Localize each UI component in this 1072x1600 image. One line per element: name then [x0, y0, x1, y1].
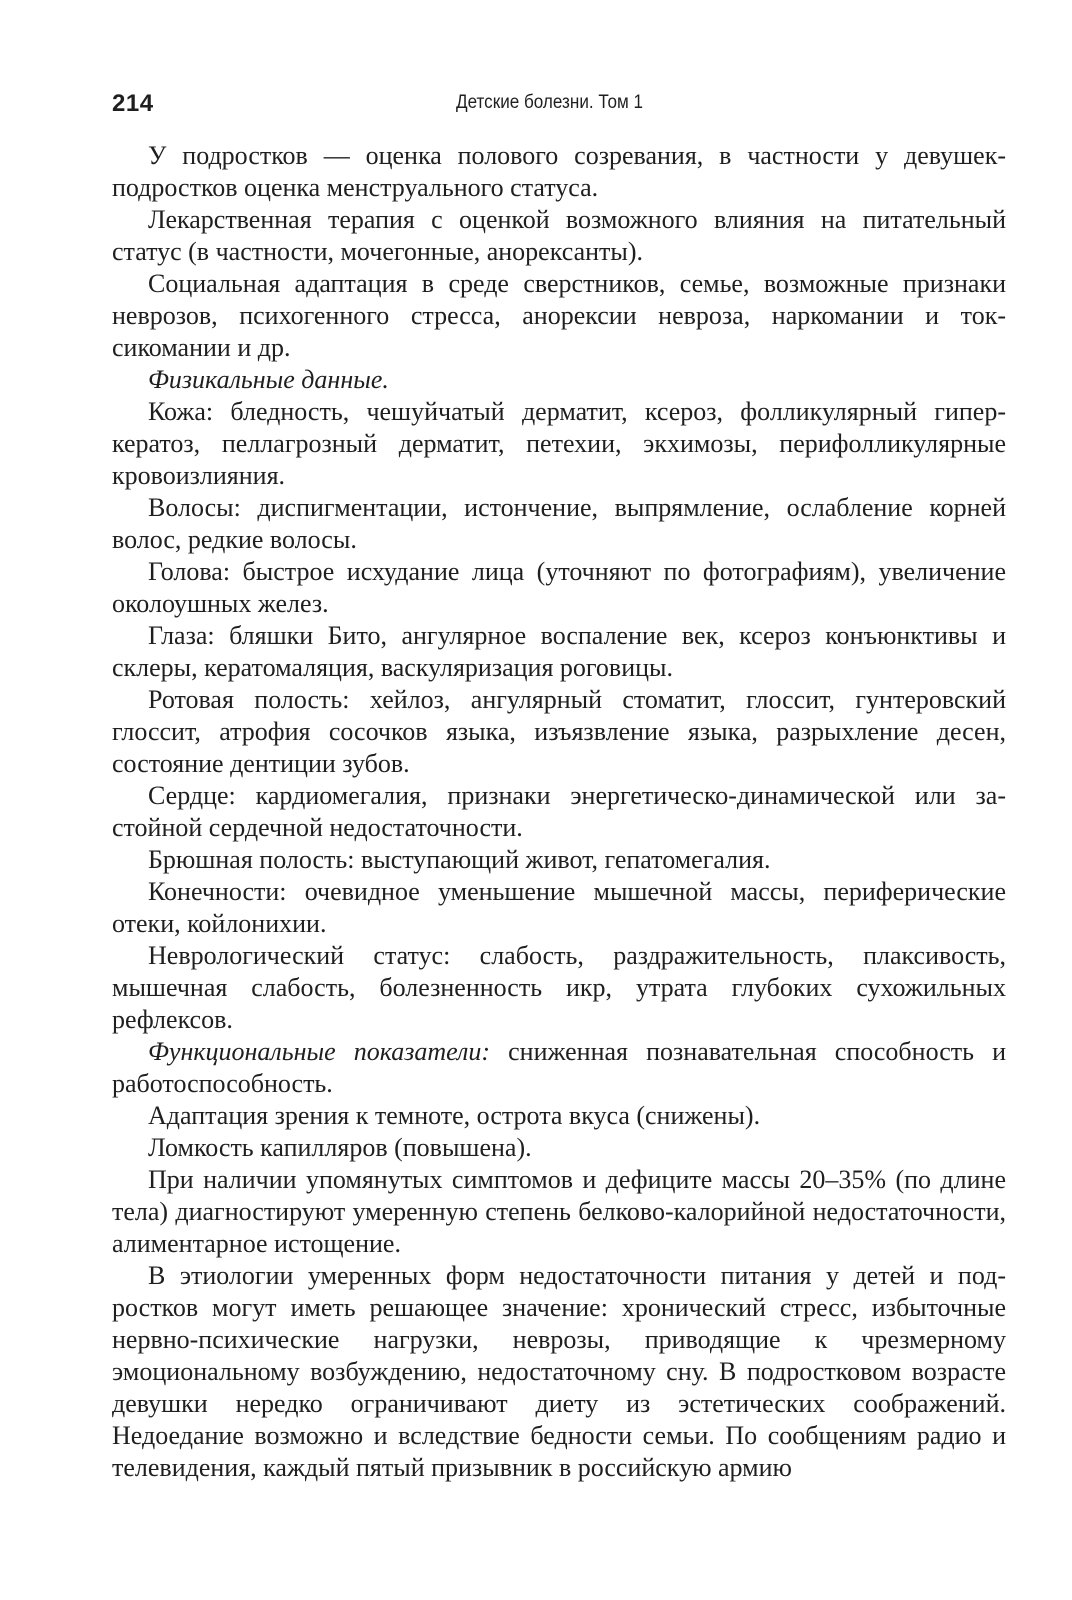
paragraph-text: Конечности: очевидное уменьшение мышечной массы, периферические отеки, койлонихии.	[112, 877, 1006, 938]
paragraph-text: Ломкость капилляров (повышена).	[148, 1133, 532, 1162]
paragraph-text: Глаза: бляшки Бито, ангулярное воспаление век, ксероз конъюнктивы и склеры, кератомаляция, васкуляризация роговицы.	[112, 621, 1006, 682]
paragraph-text: При наличии упомянутых симптомов и дефиците массы 20–35% (по длине тела) диагностируют умеренную степень белково-калорийной недостаточности, алиментарное истощение.	[112, 1165, 1006, 1258]
paragraph	[112, 268, 1006, 364]
paragraph	[112, 396, 1006, 492]
paragraph-text: Кожа: бледность, чешуйчатый дерматит, ксероз, фолликулярный гиперкератоз, пеллагрозный дерматит, петехии, экхимозы, перифолликулярные кровоизлияния.	[112, 397, 1006, 490]
paragraph-text: Ротовая полость: хейлоз, ангулярный стоматит, глоссит, гунтеровский глоссит, атрофия сосочков языка, изъязвление языка, разрыхление десен, состояние дентиции зубов.	[112, 685, 1006, 778]
running-title: Детские болезни. Том 1	[456, 92, 644, 113]
page-number: 214	[112, 90, 154, 117]
paragraph	[112, 876, 1006, 940]
paragraph	[112, 140, 1006, 204]
paragraph-text: В этиологии умеренных форм недостаточности питания у детей и подростков могут иметь решающее значение: хронический стресс, избыточные нервно-психические нагрузки, неврозы, приводящие к чрезмерному эмоциональному возбуждению, недостаточному сну. В подростковом возрасте девушки нередко ограничивают диету из эстетических соображений. Недоедание возможно и вследствие бедности семьи. По сообщениям радио и телевидения, каждый пятый призывник в российскую армию	[112, 1261, 1006, 1482]
paragraph	[112, 780, 1006, 844]
page-header	[112, 84, 1006, 124]
paragraph-lead: Функциональные показатели:	[148, 1037, 491, 1066]
paragraph	[112, 492, 1006, 556]
paragraph-text: Волосы: диспигментации, истончение, выпрямление, ослабление корней волос, редкие волосы.	[112, 493, 1006, 554]
paragraph	[112, 204, 1006, 268]
paragraph	[112, 844, 1006, 876]
paragraph	[112, 1260, 1006, 1484]
paragraph-text: Голова: быстрое исхудание лица (уточняют по фотографиям), увеличение околоушных желез.	[112, 557, 1006, 618]
paragraph-text: сниженная познавательная способность и работоспособность.	[112, 1037, 1006, 1098]
paragraph	[112, 940, 1006, 1036]
paragraph	[112, 1132, 1006, 1164]
section-heading	[112, 364, 1006, 396]
paragraph	[112, 1036, 1006, 1100]
paragraph-text: Лекарственная терапия с оценкой возможного влияния на питательный статус (в частности, мочегонные, анорексанты).	[112, 205, 1006, 266]
paragraph	[112, 1164, 1006, 1260]
paragraph	[112, 684, 1006, 780]
body-text	[112, 140, 1006, 1484]
paragraph-text: Брюшная полость: выступающий живот, гепатомегалия.	[148, 845, 771, 874]
paragraph-text: Адаптация зрения к темноте, острота вкуса (снижены).	[148, 1101, 761, 1130]
section-heading-text: Физикальные данные.	[148, 365, 389, 394]
paragraph-text: Неврологический статус: слабость, раздражительность, плаксивость, мышечная слабость, болезненность икр, утрата глубоких сухожильных рефлексов.	[112, 941, 1006, 1034]
paragraph-text: Социальная адаптация в среде сверстников, семье, возможные признаки неврозов, психогенного стресса, анорексии невроза, наркомании и токсикомании и др.	[112, 269, 1006, 362]
paragraph	[112, 556, 1006, 620]
paragraph	[112, 1100, 1006, 1132]
book-page	[112, 84, 1006, 1484]
paragraph-text: У подростков — оценка полового созревания, в частности у девушек-подростков оценка менструального статуса.	[112, 141, 1006, 202]
paragraph-text: Сердце: кардиомегалия, признаки энергетическо-динамической или застойной сердечной недостаточности.	[112, 781, 1006, 842]
paragraph	[112, 620, 1006, 684]
